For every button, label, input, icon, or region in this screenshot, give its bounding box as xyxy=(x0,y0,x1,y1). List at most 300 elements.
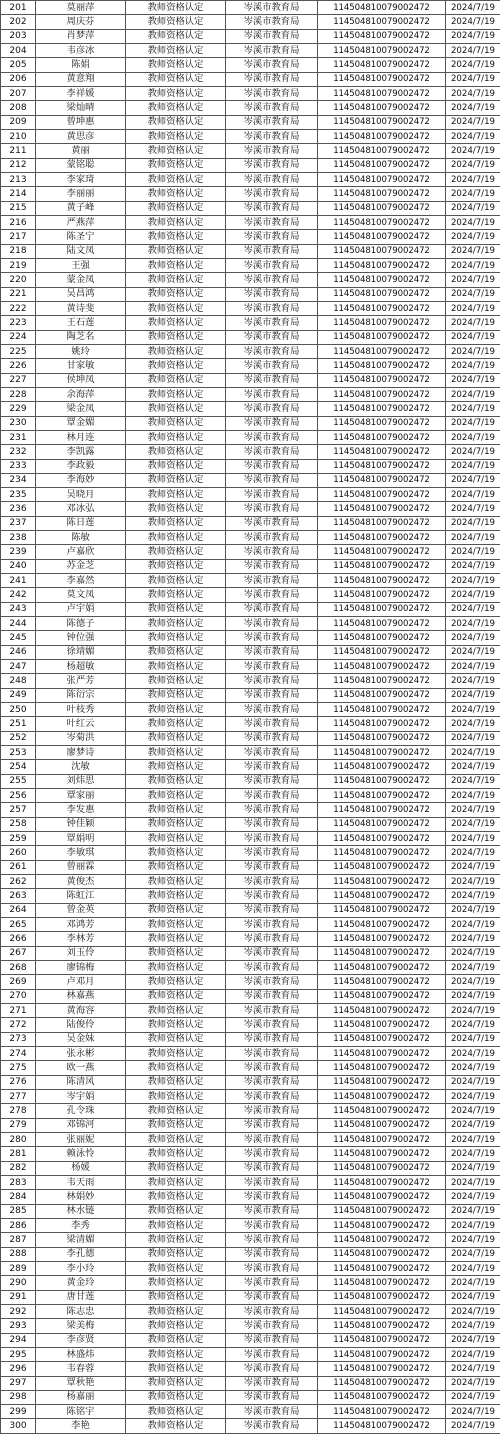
person-name: 梁美梅 xyxy=(36,1319,126,1333)
row-number: 226 xyxy=(1,359,36,373)
table-row xyxy=(1,1376,500,1390)
table-row xyxy=(1,287,500,301)
person-name: 叶红云 xyxy=(36,717,126,731)
issuing-authority: 岑溪市教育局 xyxy=(226,975,318,989)
table-row xyxy=(1,29,500,43)
table-row xyxy=(1,1118,500,1132)
issuing-authority: 岑溪市教育局 xyxy=(226,1218,318,1232)
person-name: 刘玉伶 xyxy=(36,946,126,960)
table-row xyxy=(1,803,500,817)
certification-type: 教师资格认定 xyxy=(126,402,226,416)
issuing-authority: 岑溪市教育局 xyxy=(226,746,318,760)
authority-code: 114504810079002472 xyxy=(318,1218,446,1232)
issuing-authority: 岑溪市教育局 xyxy=(226,731,318,745)
row-number: 231 xyxy=(1,430,36,444)
issuing-authority: 岑溪市教育局 xyxy=(226,960,318,974)
row-number: 232 xyxy=(1,445,36,459)
certification-type: 教师资格认定 xyxy=(126,545,226,559)
table-row xyxy=(1,932,500,946)
authority-code: 114504810079002472 xyxy=(318,1233,446,1247)
certification-type: 教师资格认定 xyxy=(126,1175,226,1189)
authority-code: 114504810079002472 xyxy=(318,516,446,530)
decision-date: 2024/7/19 xyxy=(446,617,500,631)
table-row xyxy=(1,918,500,932)
certification-type: 教师资格认定 xyxy=(126,1,226,15)
certification-type: 教师资格认定 xyxy=(126,1419,226,1433)
decision-date: 2024/7/19 xyxy=(446,946,500,960)
certification-type: 教师资格认定 xyxy=(126,1290,226,1304)
issuing-authority: 岑溪市教育局 xyxy=(226,1190,318,1204)
table-row xyxy=(1,1333,500,1347)
table-row xyxy=(1,1405,500,1419)
decision-date: 2024/7/19 xyxy=(446,473,500,487)
authority-code: 114504810079002472 xyxy=(318,574,446,588)
person-name: 李林芳 xyxy=(36,932,126,946)
person-name: 李政毅 xyxy=(36,459,126,473)
row-number: 246 xyxy=(1,645,36,659)
certification-type: 教师资格认定 xyxy=(126,1362,226,1376)
decision-date: 2024/7/19 xyxy=(446,29,500,43)
decision-date: 2024/7/19 xyxy=(446,230,500,244)
certification-type: 教师资格认定 xyxy=(126,803,226,817)
issuing-authority: 岑溪市教育局 xyxy=(226,1333,318,1347)
authority-code: 114504810079002472 xyxy=(318,244,446,258)
issuing-authority: 岑溪市教育局 xyxy=(226,1247,318,1261)
certification-type: 教师资格认定 xyxy=(126,1032,226,1046)
authority-code: 114504810079002472 xyxy=(318,760,446,774)
decision-date: 2024/7/19 xyxy=(446,201,500,215)
authority-code: 114504810079002472 xyxy=(318,1347,446,1361)
decision-date: 2024/7/19 xyxy=(446,258,500,272)
certification-type: 教师资格认定 xyxy=(126,660,226,674)
row-number: 237 xyxy=(1,516,36,530)
certification-type: 教师资格认定 xyxy=(126,359,226,373)
person-name: 杨超敏 xyxy=(36,660,126,674)
authority-code: 114504810079002472 xyxy=(318,903,446,917)
certification-type: 教师资格认定 xyxy=(126,445,226,459)
decision-date: 2024/7/19 xyxy=(446,631,500,645)
certification-type: 教师资格认定 xyxy=(126,1304,226,1318)
issuing-authority: 岑溪市教育局 xyxy=(226,1276,318,1290)
issuing-authority: 岑溪市教育局 xyxy=(226,1233,318,1247)
row-number: 270 xyxy=(1,989,36,1003)
person-name: 邓鸿芳 xyxy=(36,918,126,932)
decision-date: 2024/7/19 xyxy=(446,1276,500,1290)
decision-date: 2024/7/19 xyxy=(446,731,500,745)
person-name: 岑宇娟 xyxy=(36,1089,126,1103)
authority-code: 114504810079002472 xyxy=(318,1333,446,1347)
authority-code: 114504810079002472 xyxy=(318,975,446,989)
authority-code: 114504810079002472 xyxy=(318,602,446,616)
person-name: 李海妙 xyxy=(36,473,126,487)
decision-date: 2024/7/19 xyxy=(446,717,500,731)
authority-code: 114504810079002472 xyxy=(318,416,446,430)
table-row xyxy=(1,258,500,272)
issuing-authority: 岑溪市教育局 xyxy=(226,258,318,272)
certification-type: 教师资格认定 xyxy=(126,1046,226,1060)
person-name: 侯坤凤 xyxy=(36,373,126,387)
row-number: 205 xyxy=(1,58,36,72)
decision-date: 2024/7/19 xyxy=(446,1003,500,1017)
authority-code: 114504810079002472 xyxy=(318,445,446,459)
decision-date: 2024/7/19 xyxy=(446,860,500,874)
person-name: 李孔德 xyxy=(36,1247,126,1261)
certification-type: 教师资格认定 xyxy=(126,975,226,989)
certification-type: 教师资格认定 xyxy=(126,875,226,889)
person-name: 李丽丽 xyxy=(36,187,126,201)
decision-date: 2024/7/19 xyxy=(446,1319,500,1333)
authority-code: 114504810079002472 xyxy=(318,1104,446,1118)
authority-code: 114504810079002472 xyxy=(318,588,446,602)
decision-date: 2024/7/19 xyxy=(446,172,500,186)
decision-date: 2024/7/19 xyxy=(446,1304,500,1318)
certification-type: 教师资格认定 xyxy=(126,645,226,659)
table-row xyxy=(1,1233,500,1247)
table-row xyxy=(1,459,500,473)
issuing-authority: 岑溪市教育局 xyxy=(226,660,318,674)
issuing-authority: 岑溪市教育局 xyxy=(226,832,318,846)
certification-type: 教师资格认定 xyxy=(126,144,226,158)
table-row xyxy=(1,373,500,387)
row-number: 214 xyxy=(1,187,36,201)
decision-date: 2024/7/19 xyxy=(446,144,500,158)
row-number: 298 xyxy=(1,1390,36,1404)
authority-code: 114504810079002472 xyxy=(318,101,446,115)
certification-type: 教师资格认定 xyxy=(126,1089,226,1103)
table-row xyxy=(1,774,500,788)
decision-date: 2024/7/19 xyxy=(446,244,500,258)
authority-code: 114504810079002472 xyxy=(318,1018,446,1032)
decision-date: 2024/7/19 xyxy=(446,1376,500,1390)
issuing-authority: 岑溪市教育局 xyxy=(226,359,318,373)
authority-code: 114504810079002472 xyxy=(318,258,446,272)
person-name: 林月连 xyxy=(36,430,126,444)
table-row xyxy=(1,975,500,989)
authority-code: 114504810079002472 xyxy=(318,559,446,573)
issuing-authority: 岑溪市教育局 xyxy=(226,287,318,301)
certification-type: 教师资格认定 xyxy=(126,617,226,631)
authority-code: 114504810079002472 xyxy=(318,301,446,315)
issuing-authority: 岑溪市教育局 xyxy=(226,144,318,158)
row-number: 217 xyxy=(1,230,36,244)
row-number: 267 xyxy=(1,946,36,960)
authority-code: 114504810079002472 xyxy=(318,688,446,702)
certification-type: 教师资格认定 xyxy=(126,1190,226,1204)
certification-type: 教师资格认定 xyxy=(126,1075,226,1089)
certification-type: 教师资格认定 xyxy=(126,1204,226,1218)
authority-code: 114504810079002472 xyxy=(318,273,446,287)
row-number: 212 xyxy=(1,158,36,172)
authority-code: 114504810079002472 xyxy=(318,430,446,444)
issuing-authority: 岑溪市教育局 xyxy=(226,602,318,616)
person-name: 黄俊杰 xyxy=(36,875,126,889)
table-row xyxy=(1,860,500,874)
decision-date: 2024/7/19 xyxy=(446,1247,500,1261)
person-name: 林盛炜 xyxy=(36,1347,126,1361)
certification-type: 教师资格认定 xyxy=(126,1218,226,1232)
row-number: 258 xyxy=(1,817,36,831)
table-row xyxy=(1,731,500,745)
authority-code: 114504810079002472 xyxy=(318,158,446,172)
table-row xyxy=(1,344,500,358)
authority-code: 114504810079002472 xyxy=(318,1290,446,1304)
row-number: 271 xyxy=(1,1003,36,1017)
table-row xyxy=(1,717,500,731)
person-name: 蒙铭聪 xyxy=(36,158,126,172)
decision-date: 2024/7/19 xyxy=(446,746,500,760)
certification-type: 教师资格认定 xyxy=(126,101,226,115)
row-number: 210 xyxy=(1,129,36,143)
table-row xyxy=(1,889,500,903)
issuing-authority: 岑溪市教育局 xyxy=(226,645,318,659)
row-number: 248 xyxy=(1,674,36,688)
person-name: 陈志忠 xyxy=(36,1304,126,1318)
issuing-authority: 岑溪市教育局 xyxy=(226,932,318,946)
certification-type: 教师资格认定 xyxy=(126,459,226,473)
issuing-authority: 岑溪市教育局 xyxy=(226,29,318,43)
person-name: 李秀 xyxy=(36,1218,126,1232)
certification-type: 教师资格认定 xyxy=(126,1118,226,1132)
issuing-authority: 岑溪市教育局 xyxy=(226,860,318,874)
person-name: 钟位强 xyxy=(36,631,126,645)
decision-date: 2024/7/19 xyxy=(446,43,500,57)
table-row xyxy=(1,1304,500,1318)
issuing-authority: 岑溪市教育局 xyxy=(226,1319,318,1333)
person-name: 蒙金凤 xyxy=(36,273,126,287)
decision-date: 2024/7/19 xyxy=(446,803,500,817)
authority-code: 114504810079002472 xyxy=(318,889,446,903)
row-number: 255 xyxy=(1,774,36,788)
certification-type: 教师资格认定 xyxy=(126,1376,226,1390)
decision-date: 2024/7/19 xyxy=(446,373,500,387)
row-number: 216 xyxy=(1,215,36,229)
row-number: 259 xyxy=(1,832,36,846)
authority-code: 114504810079002472 xyxy=(318,789,446,803)
row-number: 233 xyxy=(1,459,36,473)
person-name: 陆文凤 xyxy=(36,244,126,258)
table-row xyxy=(1,1075,500,1089)
table-row xyxy=(1,1018,500,1032)
authority-code: 114504810079002472 xyxy=(318,717,446,731)
authority-code: 114504810079002472 xyxy=(318,918,446,932)
row-number: 264 xyxy=(1,903,36,917)
row-number: 294 xyxy=(1,1333,36,1347)
table-row xyxy=(1,273,500,287)
authority-code: 114504810079002472 xyxy=(318,531,446,545)
table-row xyxy=(1,330,500,344)
issuing-authority: 岑溪市教育局 xyxy=(226,703,318,717)
authority-code: 114504810079002472 xyxy=(318,989,446,1003)
person-name: 黄子峰 xyxy=(36,201,126,215)
authority-code: 114504810079002472 xyxy=(318,72,446,86)
issuing-authority: 岑溪市教育局 xyxy=(226,688,318,702)
issuing-authority: 岑溪市教育局 xyxy=(226,230,318,244)
certification-type: 教师资格认定 xyxy=(126,760,226,774)
decision-date: 2024/7/19 xyxy=(446,488,500,502)
table-row xyxy=(1,172,500,186)
issuing-authority: 岑溪市教育局 xyxy=(226,989,318,1003)
table-row xyxy=(1,1319,500,1333)
issuing-authority: 岑溪市教育局 xyxy=(226,760,318,774)
decision-date: 2024/7/19 xyxy=(446,459,500,473)
person-name: 陈虹江 xyxy=(36,889,126,903)
certification-type: 教师资格认定 xyxy=(126,1276,226,1290)
certification-type: 教师资格认定 xyxy=(126,731,226,745)
table-row xyxy=(1,946,500,960)
certification-type: 教师资格认定 xyxy=(126,387,226,401)
certification-type: 教师资格认定 xyxy=(126,703,226,717)
table-row xyxy=(1,201,500,215)
issuing-authority: 岑溪市教育局 xyxy=(226,1061,318,1075)
authority-code: 114504810079002472 xyxy=(318,1,446,15)
decision-date: 2024/7/19 xyxy=(446,1333,500,1347)
row-number: 262 xyxy=(1,875,36,889)
row-number: 265 xyxy=(1,918,36,932)
issuing-authority: 岑溪市教育局 xyxy=(226,273,318,287)
row-number: 277 xyxy=(1,1089,36,1103)
issuing-authority: 岑溪市教育局 xyxy=(226,172,318,186)
authority-code: 114504810079002472 xyxy=(318,373,446,387)
authority-code: 114504810079002472 xyxy=(318,1132,446,1146)
person-name: 吴晓月 xyxy=(36,488,126,502)
issuing-authority: 岑溪市教育局 xyxy=(226,1175,318,1189)
issuing-authority: 岑溪市教育局 xyxy=(226,72,318,86)
authority-code: 114504810079002472 xyxy=(318,1376,446,1390)
issuing-authority: 岑溪市教育局 xyxy=(226,875,318,889)
row-number: 238 xyxy=(1,531,36,545)
certification-type: 教师资格认定 xyxy=(126,488,226,502)
person-name: 陈敏 xyxy=(36,531,126,545)
decision-date: 2024/7/19 xyxy=(446,1032,500,1046)
issuing-authority: 岑溪市教育局 xyxy=(226,459,318,473)
person-name: 韦天雨 xyxy=(36,1175,126,1189)
person-name: 廖梦诗 xyxy=(36,746,126,760)
person-name: 覃家丽 xyxy=(36,789,126,803)
table-row xyxy=(1,144,500,158)
row-number: 236 xyxy=(1,502,36,516)
person-name: 韦春蓉 xyxy=(36,1362,126,1376)
certification-type: 教师资格认定 xyxy=(126,918,226,932)
certification-type: 教师资格认定 xyxy=(126,287,226,301)
certification-type: 教师资格认定 xyxy=(126,1247,226,1261)
person-name: 周庆芬 xyxy=(36,15,126,29)
row-number: 240 xyxy=(1,559,36,573)
authority-code: 114504810079002472 xyxy=(318,1319,446,1333)
table-row xyxy=(1,101,500,115)
decision-date: 2024/7/19 xyxy=(446,660,500,674)
issuing-authority: 岑溪市教育局 xyxy=(226,889,318,903)
authority-code: 114504810079002472 xyxy=(318,1003,446,1017)
issuing-authority: 岑溪市教育局 xyxy=(226,187,318,201)
authority-code: 114504810079002472 xyxy=(318,932,446,946)
person-name: 陈娟 xyxy=(36,58,126,72)
person-name: 张丽妮 xyxy=(36,1132,126,1146)
issuing-authority: 岑溪市教育局 xyxy=(226,1390,318,1404)
person-name: 卢宇娟 xyxy=(36,602,126,616)
authority-code: 114504810079002472 xyxy=(318,731,446,745)
table-row xyxy=(1,1347,500,1361)
table-row xyxy=(1,602,500,616)
authority-code: 114504810079002472 xyxy=(318,946,446,960)
table-row xyxy=(1,1089,500,1103)
issuing-authority: 岑溪市教育局 xyxy=(226,15,318,29)
authority-code: 114504810079002472 xyxy=(318,803,446,817)
table-row xyxy=(1,1003,500,1017)
person-name: 李家琦 xyxy=(36,172,126,186)
certification-type: 教师资格认定 xyxy=(126,789,226,803)
table-row xyxy=(1,832,500,846)
table-row xyxy=(1,746,500,760)
person-name: 陈衍宗 xyxy=(36,688,126,702)
certification-type: 教师资格认定 xyxy=(126,1061,226,1075)
table-row xyxy=(1,989,500,1003)
person-name: 岑菊洪 xyxy=(36,731,126,745)
row-number: 257 xyxy=(1,803,36,817)
table-row xyxy=(1,903,500,917)
issuing-authority: 岑溪市教育局 xyxy=(226,1362,318,1376)
issuing-authority: 岑溪市教育局 xyxy=(226,502,318,516)
table-row xyxy=(1,387,500,401)
decision-date: 2024/7/19 xyxy=(446,975,500,989)
table-row xyxy=(1,158,500,172)
row-number: 253 xyxy=(1,746,36,760)
authority-code: 114504810079002472 xyxy=(318,1046,446,1060)
person-name: 廖锦梅 xyxy=(36,960,126,974)
decision-date: 2024/7/19 xyxy=(446,1175,500,1189)
row-number: 242 xyxy=(1,588,36,602)
issuing-authority: 岑溪市教育局 xyxy=(226,1347,318,1361)
person-name: 林娟妙 xyxy=(36,1190,126,1204)
certification-type: 教师资格认定 xyxy=(126,1147,226,1161)
person-name: 黄思彦 xyxy=(36,129,126,143)
issuing-authority: 岑溪市教育局 xyxy=(226,946,318,960)
certification-type: 教师资格认定 xyxy=(126,158,226,172)
table-row xyxy=(1,703,500,717)
issuing-authority: 岑溪市教育局 xyxy=(226,158,318,172)
issuing-authority: 岑溪市教育局 xyxy=(226,516,318,530)
person-name: 覃金媚 xyxy=(36,416,126,430)
issuing-authority: 岑溪市教育局 xyxy=(226,574,318,588)
certification-type: 教师资格认定 xyxy=(126,932,226,946)
authority-code: 114504810079002472 xyxy=(318,316,446,330)
person-name: 张永彬 xyxy=(36,1046,126,1060)
person-name: 陈圣宁 xyxy=(36,230,126,244)
row-number: 204 xyxy=(1,43,36,57)
decision-date: 2024/7/19 xyxy=(446,1118,500,1132)
authority-code: 114504810079002472 xyxy=(318,660,446,674)
person-name: 叶枝秀 xyxy=(36,703,126,717)
person-name: 黄金玲 xyxy=(36,1276,126,1290)
table-row xyxy=(1,588,500,602)
person-name: 黄丽 xyxy=(36,144,126,158)
certification-type: 教师资格认定 xyxy=(126,129,226,143)
authority-code: 114504810079002472 xyxy=(318,1161,446,1175)
row-number: 207 xyxy=(1,86,36,100)
authority-code: 114504810079002472 xyxy=(318,1032,446,1046)
certification-type: 教师资格认定 xyxy=(126,1132,226,1146)
decision-date: 2024/7/19 xyxy=(446,1147,500,1161)
certification-type: 教师资格认定 xyxy=(126,258,226,272)
row-number: 263 xyxy=(1,889,36,903)
row-number: 251 xyxy=(1,717,36,731)
certification-type: 教师资格认定 xyxy=(126,1319,226,1333)
person-name: 卢嘉欣 xyxy=(36,545,126,559)
certification-type: 教师资格认定 xyxy=(126,230,226,244)
person-name: 赖泳怜 xyxy=(36,1147,126,1161)
certification-type: 教师资格认定 xyxy=(126,559,226,573)
table-row xyxy=(1,1061,500,1075)
person-name: 李敏琪 xyxy=(36,846,126,860)
